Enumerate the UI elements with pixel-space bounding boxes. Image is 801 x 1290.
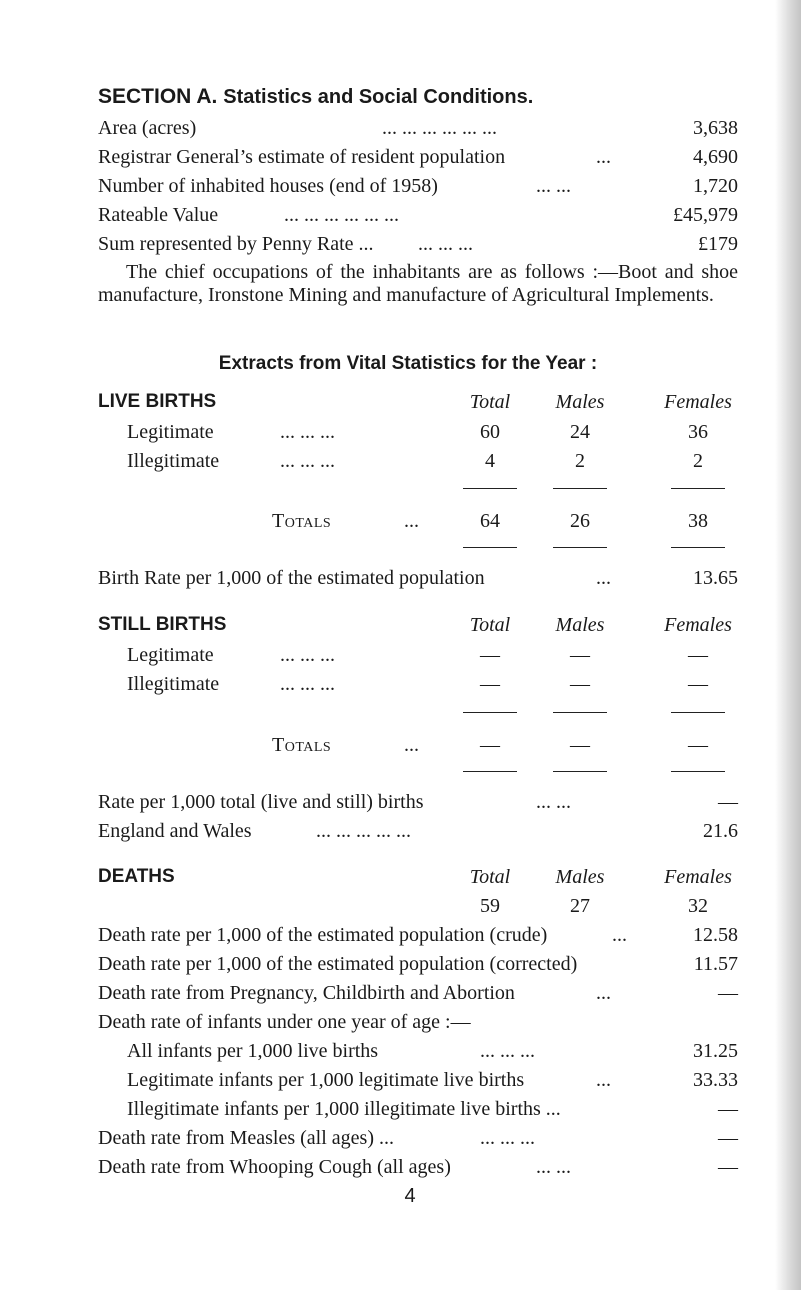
measles-value: — [718, 1127, 738, 1149]
still-births-col-males: Males [555, 614, 605, 636]
death-rate-crude-dots: ... [612, 924, 627, 946]
still-births-totals-females: — [688, 734, 708, 756]
population-label: Registrar General’s estimate of resident population [98, 146, 506, 168]
death-rate-corrected-value: 11.57 [693, 953, 738, 975]
houses-value: 1,720 [693, 175, 738, 197]
still-births-legitimate-females: — [688, 644, 708, 666]
birth-rate-label: Birth Rate per 1,000 of the estimated population [98, 567, 485, 589]
penny-rate-value: £179 [698, 233, 738, 255]
still-births-totals-label: Totals [272, 734, 332, 756]
whooping-cough-label: Death rate from Whooping Cough (all ages) [98, 1156, 451, 1178]
deaths-col-females: Females [664, 866, 732, 888]
live-births-rule-females-top [671, 488, 725, 489]
area-value: 3,638 [693, 117, 738, 139]
live-births-rule-total-bottom [463, 547, 517, 548]
death-rate-crude-value: 12.58 [693, 924, 738, 946]
live-births-legitimate-dots: ... ... ... [280, 421, 335, 443]
section-heading-prefix: SECTION A. [98, 85, 218, 108]
still-births-rule-males-bottom [553, 771, 607, 772]
birth-rate-value: 13.65 [693, 567, 738, 589]
penny-rate-dots: ... ... ... [418, 233, 473, 255]
deaths-heading: DEATHS [98, 866, 175, 887]
page-number: 4 [404, 1185, 416, 1207]
measles-dots: ... ... ... [480, 1127, 535, 1149]
legitimate-infants-value: 33.33 [693, 1069, 738, 1091]
england-wales-dots: ... ... ... ... ... [316, 820, 411, 842]
live-births-rule-total-top [463, 488, 517, 489]
deaths-col-total: Total [469, 866, 511, 888]
deaths-col-males: Males [555, 866, 605, 888]
live-births-illegitimate-total: 4 [485, 450, 495, 472]
all-infants-dots: ... ... ... [480, 1040, 535, 1062]
live-births-legitimate-males: 24 [570, 421, 590, 443]
live-births-legitimate-females: 36 [688, 421, 708, 443]
still-births-illegitimate-label: Illegitimate [127, 673, 220, 695]
england-wales-value: 21.6 [703, 820, 738, 842]
death-rate-pregnancy-value: — [718, 982, 738, 1004]
section-heading-title: Statistics and Social Conditions. [223, 86, 534, 108]
area-label: Area (acres) [98, 117, 197, 139]
whooping-cough-value: — [718, 1156, 738, 1178]
live-births-legitimate-total: 60 [480, 421, 500, 443]
still-births-illegitimate-males: — [570, 673, 590, 695]
live-births-totals-label: Totals [272, 510, 332, 532]
live-births-totals-total: 64 [480, 510, 500, 532]
extracts-heading: Extracts from Vital Statistics for the Year : [218, 353, 598, 374]
still-births-rule-males-top [553, 712, 607, 713]
rateable-value: £45,979 [673, 204, 738, 226]
still-births-legitimate-dots: ... ... ... [280, 644, 335, 666]
live-births-illegitimate-males: 2 [575, 450, 585, 472]
live-births-legitimate-label: Legitimate [127, 421, 214, 443]
live-births-totals-females: 38 [688, 510, 708, 532]
still-birth-rate-label: Rate per 1,000 total (live and still) births [98, 791, 424, 813]
occupations-paragraph: The chief occupations of the inhabitants are as follows :—Boot and shoe manufacture, Ironstone Mining and manufacture of Agricultural Implements. [98, 261, 738, 306]
houses-label: Number of inhabited houses (end of 1958) [98, 175, 438, 197]
infant-death-rate-heading: Death rate of infants under one year of age :— [98, 1011, 471, 1033]
all-infants-label: All infants per 1,000 live births [127, 1040, 379, 1062]
rateable-label: Rateable Value [98, 204, 219, 226]
live-births-col-total: Total [469, 391, 511, 413]
whooping-cough-dots: ... ... [536, 1156, 571, 1178]
still-births-rule-females-top [671, 712, 725, 713]
still-births-col-females: Females [664, 614, 732, 636]
still-birth-rate-dots: ... ... [536, 791, 571, 813]
deaths-total: 59 [480, 895, 500, 917]
live-births-totals-dots: ... [404, 510, 419, 532]
england-wales-label: England and Wales [98, 820, 252, 842]
population-dots: ... [596, 146, 611, 168]
still-birth-rate-value: — [718, 791, 738, 813]
still-births-legitimate-males: — [570, 644, 590, 666]
death-rate-crude-label: Death rate per 1,000 of the estimated population (crude) [98, 924, 548, 946]
death-rate-corrected-label: Death rate per 1,000 of the estimated population (corrected) [98, 953, 578, 975]
still-births-illegitimate-total: — [480, 673, 500, 695]
still-births-legitimate-total: — [480, 644, 500, 666]
live-births-totals-males: 26 [570, 510, 590, 532]
population-value: 4,690 [693, 146, 738, 168]
live-births-illegitimate-females: 2 [693, 450, 703, 472]
still-births-rule-total-bottom [463, 771, 517, 772]
death-rate-pregnancy-label: Death rate from Pregnancy, Childbirth and Abortion [98, 982, 515, 1004]
live-births-rule-females-bottom [671, 547, 725, 548]
measles-label: Death rate from Measles (all ages) ... [98, 1127, 394, 1149]
section-heading [98, 84, 533, 110]
page-edge-shadow [775, 0, 801, 1290]
illegitimate-infants-label: Illegitimate infants per 1,000 illegitimate live births ... [127, 1098, 561, 1120]
penny-rate-label: Sum represented by Penny Rate ... [98, 233, 374, 255]
legitimate-infants-dots: ... [596, 1069, 611, 1091]
houses-dots: ... ... [536, 175, 571, 197]
live-births-heading: LIVE BIRTHS [98, 391, 217, 412]
death-rate-pregnancy-dots: ... [596, 982, 611, 1004]
live-births-illegitimate-label: Illegitimate [127, 450, 220, 472]
live-births-col-females: Females [664, 391, 732, 413]
still-births-rule-females-bottom [671, 771, 725, 772]
area-dots: ... ... ... ... ... ... [382, 117, 497, 139]
still-births-legitimate-label: Legitimate [127, 644, 214, 666]
live-births-rule-males-top [553, 488, 607, 489]
still-births-totals-total: — [480, 734, 500, 756]
live-births-rule-males-bottom [553, 547, 607, 548]
live-births-col-males: Males [555, 391, 605, 413]
live-births-illegitimate-dots: ... ... ... [280, 450, 335, 472]
still-births-heading: STILL BIRTHS [98, 614, 227, 635]
birth-rate-dots: ... [596, 567, 611, 589]
still-births-rule-total-top [463, 712, 517, 713]
still-births-illegitimate-females: — [688, 673, 708, 695]
still-births-col-total: Total [469, 614, 511, 636]
still-births-totals-dots: ... [404, 734, 419, 756]
still-births-illegitimate-dots: ... ... ... [280, 673, 335, 695]
all-infants-value: 31.25 [693, 1040, 738, 1062]
still-births-totals-males: — [570, 734, 590, 756]
deaths-males: 27 [570, 895, 590, 917]
rateable-dots: ... ... ... ... ... ... [284, 204, 399, 226]
legitimate-infants-label: Legitimate infants per 1,000 legitimate live births [127, 1069, 525, 1091]
deaths-females: 32 [688, 895, 708, 917]
illegitimate-infants-value: — [718, 1098, 738, 1120]
